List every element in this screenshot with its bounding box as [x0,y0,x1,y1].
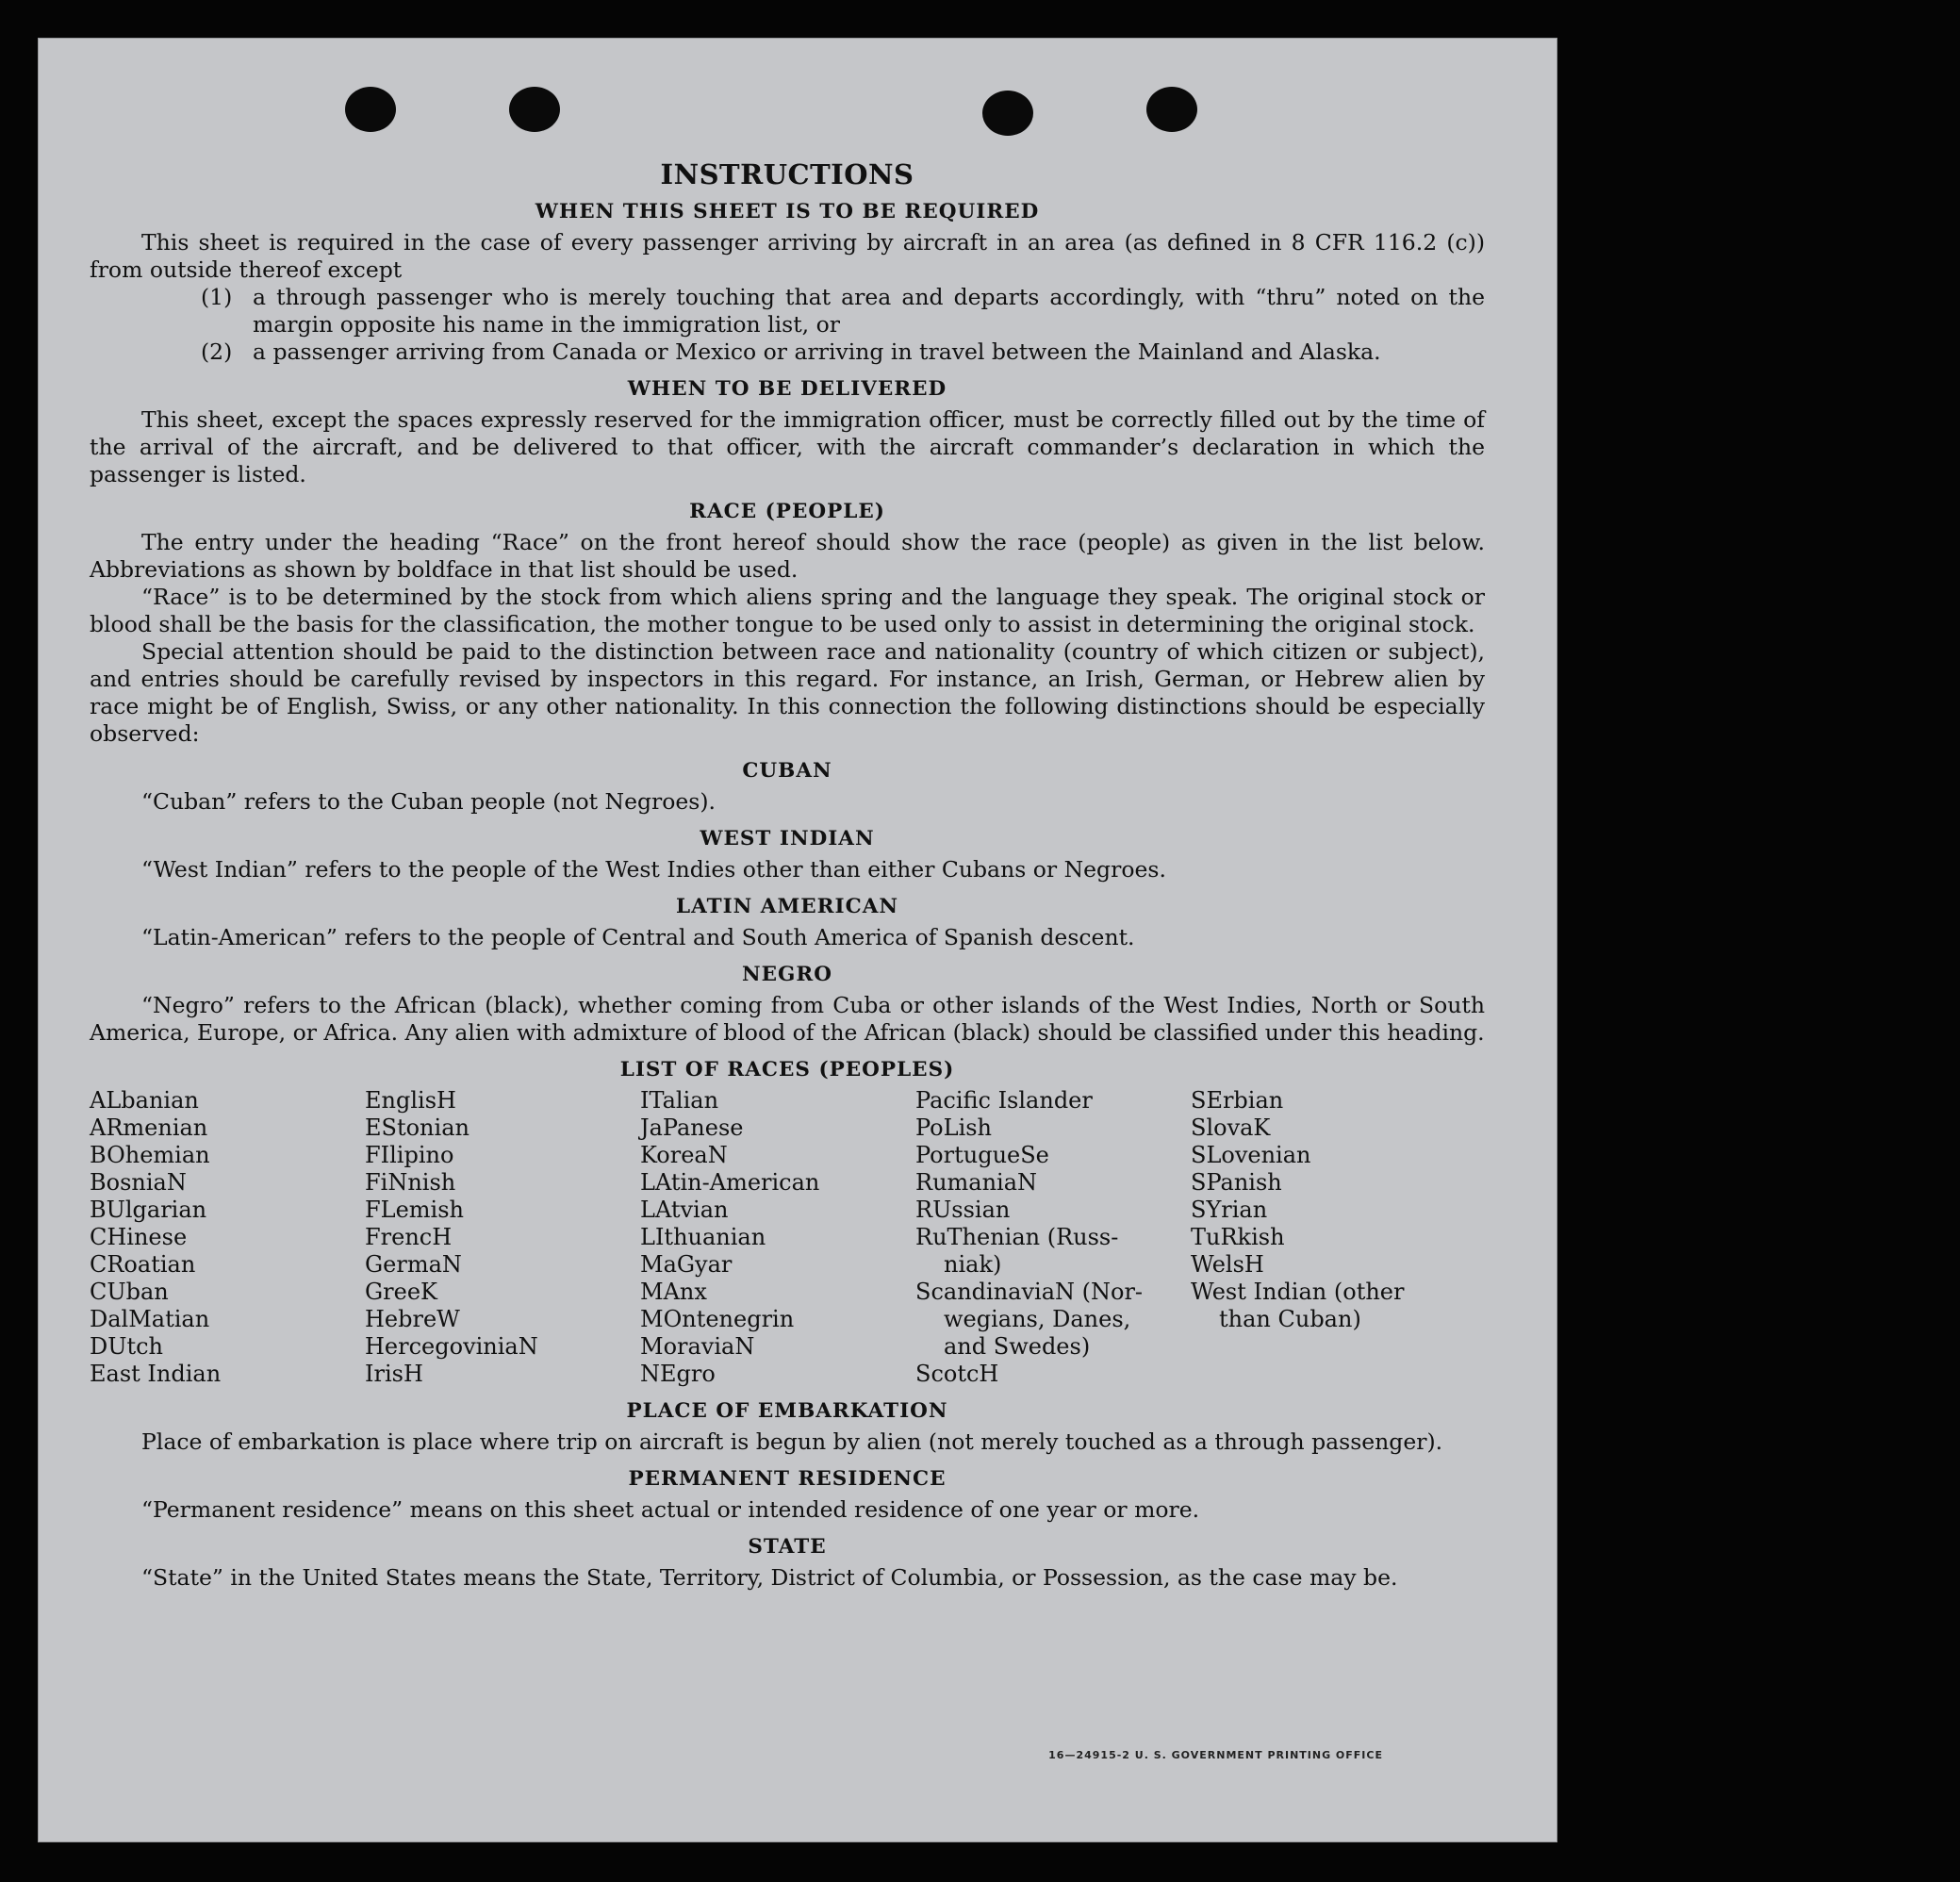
race-column [365,1087,640,1388]
race-item: SLovenian [1191,1142,1311,1168]
race-item: CHinese [90,1224,188,1250]
race-list [90,1087,1485,1388]
race-item: LIthuanian [640,1224,766,1250]
paragraph: Special attention should be paid to the distinction between race and nationality (country of which citizen or subject), and entries should be carefully revised by inspectors in this regard. For instance, an Irish, German, or Hebrew alien by race might be of English, Swiss, or any other nationality. In this connection the following distinctions should be especially observed: [90,638,1485,747]
race-item-continuation: wegians, Danes, [944,1306,1131,1332]
race-item: ITalian [640,1087,719,1114]
section-heading-embarkation: PLACE OF EMBARKATION [626,1399,948,1423]
paragraph: This sheet is required in the case of every passenger arriving by aircraft in an area (as defined in 8 CFR 116.2 (c)) from outside thereof except [90,229,1485,283]
race-item: SYrian [1191,1197,1268,1223]
race-item: FIlipino [365,1142,454,1168]
race-item-continuation: niak) [944,1251,1002,1278]
race-item: HercegoviniaN [365,1333,538,1360]
paragraph: “Permanent residence” means on this sheet actual or intended residence of one year or more. [141,1496,1200,1523]
race-item: PoLish [915,1114,993,1141]
race-item: BOhemian [90,1142,210,1168]
race-item: EnglisH [365,1087,456,1114]
section-heading-when-delivered: WHEN TO BE DELIVERED [627,377,947,401]
paragraph: “State” in the United States means the State, Territory, District of Columbia, or Possession, as the case may be. [141,1564,1398,1591]
section-heading-negro: NEGRO [742,963,832,986]
race-item: ALbanian [90,1087,199,1114]
race-column [1191,1087,1466,1388]
race-item: HebreW [365,1306,460,1332]
race-item: Pacific Islander [915,1087,1093,1114]
list-item [201,284,1485,338]
race-column [915,1087,1191,1388]
race-item-continuation: and Swedes) [944,1333,1091,1360]
race-item: SlovaK [1191,1114,1271,1141]
race-item: ARmenian [90,1114,208,1141]
race-item: FrencH [365,1224,453,1250]
race-item: MAnx [640,1279,707,1305]
paragraph: “Negro” refers to the African (black), whether coming from Cuba or other islands of the West Indies, North or South America, Europe, or Africa. Any alien with admixture of blood of the African (black) should be classified under this heading. [90,992,1485,1046]
instruction-sheet [38,38,1557,1842]
page-title: INSTRUCTIONS [660,158,914,190]
race-item: CRoatian [90,1251,196,1278]
section-heading-west-indian: WEST INDIAN [700,827,875,850]
race-item: MOntenegrin [640,1306,795,1332]
race-item: SPanish [1191,1169,1282,1196]
race-item: WelsH [1191,1251,1264,1278]
section-heading-cuban: CUBAN [742,759,832,783]
race-item: GermaN [365,1251,462,1278]
paragraph: “Race” is to be determined by the stock from which aliens spring and the language they speak. The original stock or blood shall be the basis for the classification, the mother tongue to be used only to assist in determining the original stock. [90,584,1485,637]
race-item: BosniaN [90,1169,187,1196]
section-heading-permanent-residence: PERMANENT RESIDENCE [628,1467,947,1491]
paragraph: “Cuban” refers to the Cuban people (not Negroes). [141,788,716,815]
section-heading-state: STATE [748,1535,827,1559]
punch-hole [345,87,396,132]
paragraph: “Latin-American” refers to the people of Central and South America of Spanish descent. [141,924,1135,950]
punch-hole [509,87,560,132]
punch-hole [982,91,1033,136]
section-heading-list-of-races: LIST OF RACES (PEOPLES) [619,1058,955,1081]
punch-hole [1146,87,1197,132]
race-item: NEgro [640,1361,716,1387]
race-item: TuRkish [1191,1224,1285,1250]
race-item: LAtin-American [640,1169,820,1196]
race-item: IrisH [365,1361,423,1387]
race-item: RumaniaN [915,1169,1038,1196]
list-item-text: a through passenger who is merely touching that area and departs accordingly, with “thru” noted on the margin opposite his name in the immigration list, or [253,284,1485,338]
race-item: RUssian [915,1197,1011,1223]
race-item: JaPanese [640,1114,744,1141]
race-item: BUlgarian [90,1197,207,1223]
section-heading-latin-american: LATIN AMERICAN [675,895,899,918]
list-item [201,338,1485,366]
list-item-number: (2) [201,338,233,365]
race-item: PortugueSe [915,1142,1049,1168]
list-item-number: (1) [201,284,233,310]
instructions-content [90,158,1485,1592]
paragraph: “West Indian” refers to the people of the West Indies other than either Cubans or Negroes. [141,856,1166,883]
race-column [90,1087,365,1388]
section-heading-when-required: WHEN THIS SHEET IS TO BE REQUIRED [535,200,1040,223]
race-item: MoraviaN [640,1333,755,1360]
paragraph: This sheet, except the spaces expressly reserved for the immigration officer, must be correctly filled out by the time of the arrival of the aircraft, and be delivered to that officer, with the aircraft commander’s declaration in which the passenger is listed. [90,406,1485,487]
race-item: LAtvian [640,1197,729,1223]
race-item: ScotcH [915,1361,999,1387]
paragraph: Place of embarkation is place where trip on aircraft is begun by alien (not merely touched as a through passenger). [141,1428,1443,1455]
race-item: West Indian (other [1191,1279,1405,1305]
race-item: DUtch [90,1333,164,1360]
race-item: MaGyar [640,1251,733,1278]
race-item: EStonian [365,1114,469,1141]
race-item: FiNnish [365,1169,456,1196]
race-item: RuThenian (Russ- [915,1224,1119,1250]
race-column [640,1087,915,1388]
race-item: DalMatian [90,1306,210,1332]
section-heading-race: RACE (PEOPLE) [689,500,885,523]
race-item: FLemish [365,1197,464,1223]
list-item-text: a passenger arriving from Canada or Mexico or arriving in travel between the Mainland and Alaska. [253,338,1381,365]
race-item-continuation: than Cuban) [1219,1306,1361,1332]
race-item: GreeK [365,1279,437,1305]
race-item: KoreaN [640,1142,728,1168]
printing-office-code: 16—24915-2 U. S. GOVERNMENT PRINTING OFFICE [1048,1749,1383,1761]
race-item: CUban [90,1279,169,1305]
race-item: ScandinaviaN (Nor- [915,1279,1144,1305]
paragraph: The entry under the heading “Race” on the front hereof should show the race (people) as given in the list below. Abbreviations as shown by boldface in that list should be used. [90,529,1485,583]
race-item: East Indian [90,1361,222,1387]
race-item: SErbian [1191,1087,1284,1114]
